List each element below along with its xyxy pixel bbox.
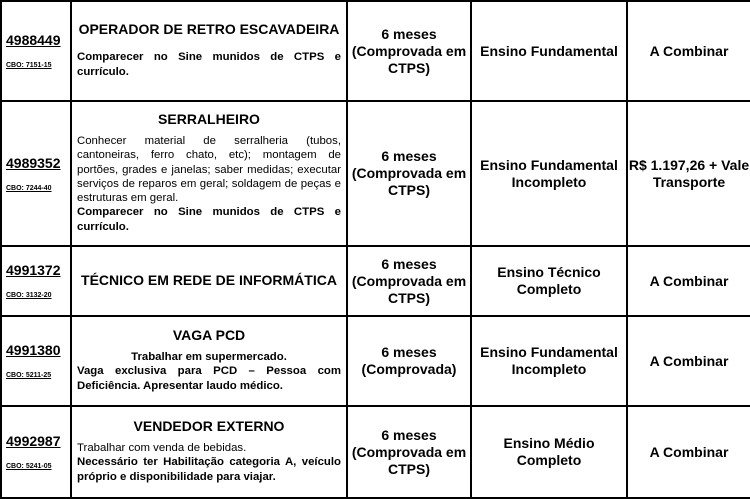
- job-code-cell: [1, 246, 71, 316]
- job-description-cell: [71, 1, 347, 101]
- job-note: Comparecer no Sine munidos de CTPS e currículo.: [77, 206, 341, 233]
- job-code: 4991380: [6, 342, 61, 358]
- job-listings-body: [1, 1, 750, 498]
- job-code-cell: [1, 316, 71, 406]
- job-title: VENDEDOR EXTERNO: [133, 418, 285, 435]
- experience-requirement: 6 meses (Comprovada em CTPS): [347, 1, 471, 101]
- cbo-code: CBO: 5241-05: [6, 463, 52, 470]
- job-code: 4991372: [6, 262, 61, 278]
- cbo-code: CBO: 5211-25: [6, 372, 52, 379]
- job-note: Necessário ter Habilitação categoria A, veículo próprio e disponibilidade para viajar.: [77, 456, 341, 483]
- job-code: 4992987: [6, 433, 61, 449]
- job-row: [1, 406, 750, 498]
- job-description-cell: [71, 406, 347, 498]
- job-note: Conhecer material de serralheria (tubos, cantoneiras, ferro chato, etc); montagem de portões, grades e janelas; saber medidas; executar serviços de reparos em geral; soldagem de peças e estruturas em geral.: [77, 135, 341, 205]
- salary: A Combinar: [627, 246, 750, 316]
- job-title: VAGA PCD: [172, 327, 246, 344]
- experience-requirement: 6 meses (Comprovada): [347, 316, 471, 406]
- cbo-code: CBO: 7151-15: [6, 62, 52, 69]
- job-description-cell: [71, 246, 347, 316]
- salary: A Combinar: [627, 406, 750, 498]
- salary: R$ 1.197,26 + Vale Transporte: [627, 101, 750, 246]
- job-description-cell: [71, 101, 347, 246]
- education-requirement: Ensino Fundamental Incompleto: [471, 101, 627, 246]
- experience-requirement: 6 meses (Comprovada em CTPS): [347, 406, 471, 498]
- job-code-cell: [1, 101, 71, 246]
- experience-requirement: 6 meses (Comprovada em CTPS): [347, 101, 471, 246]
- job-title: TÉCNICO EM REDE DE INFORMÁTICA: [81, 271, 337, 288]
- job-note: Comparecer no Sine munidos de CTPS e currículo.: [77, 51, 341, 78]
- job-row: [1, 101, 750, 246]
- job-note: Trabalhar em supermercado.: [131, 351, 287, 364]
- education-requirement: Ensino Fundamental: [471, 1, 627, 101]
- job-code-cell: [1, 1, 71, 101]
- job-row: [1, 246, 750, 316]
- cbo-code: CBO: 7244-40: [6, 184, 52, 192]
- education-requirement: Ensino Fundamental Incompleto: [471, 316, 627, 406]
- job-title: OPERADOR DE RETRO ESCAVADEIRA: [78, 21, 340, 38]
- experience-requirement: 6 meses (Comprovada em CTPS): [347, 246, 471, 316]
- salary: A Combinar: [627, 1, 750, 101]
- cbo-code: CBO: 3132-20: [6, 292, 52, 299]
- education-requirement: Ensino Médio Completo: [471, 406, 627, 498]
- job-note: Vaga exclusiva para PCD – Pessoa com Deficiência. Apresentar laudo médico.: [77, 365, 341, 392]
- salary: A Combinar: [627, 316, 750, 406]
- job-row: [1, 316, 750, 406]
- job-code-cell: [1, 406, 71, 498]
- job-code: 4989352: [6, 154, 61, 171]
- job-code: 4988449: [6, 32, 61, 48]
- job-row: [1, 1, 750, 101]
- job-description-cell: [71, 316, 347, 406]
- job-note: Trabalhar com venda de bebidas.: [77, 442, 247, 455]
- education-requirement: Ensino Técnico Completo: [471, 246, 627, 316]
- job-title: SERRALHEIRO: [158, 111, 260, 128]
